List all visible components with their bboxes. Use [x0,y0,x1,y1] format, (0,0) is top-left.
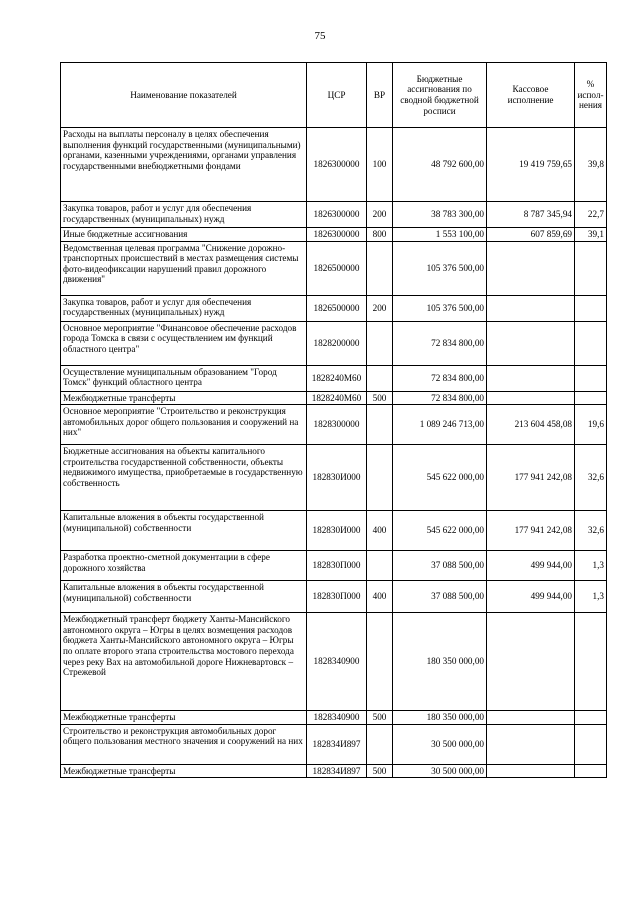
row-name: Закупка товаров, работ и услуг для обеспечения государственных (муниципальных) нужд [61,202,307,228]
table-header-row [61,63,607,128]
row-cash [487,241,575,295]
row-cash [487,365,575,391]
row-pct: 39,8 [575,128,607,202]
row-vr [367,613,393,711]
row-name: Межбюджетные трансферты [61,764,307,778]
row-name: Межбюджетные трансферты [61,711,307,725]
row-vr: 800 [367,228,393,242]
row-cash: 499 944,00 [487,551,575,581]
row-pct [575,295,607,321]
row-name: Основное мероприятие "Финансовое обеспечение расходов города Томска в связи с осуществлением им функций областного центра" [61,321,307,365]
row-name: Осуществление муниципальным образованием "Город Томск" функций областного центра [61,365,307,391]
header-pct: % испол-нения [575,63,607,128]
row-budget: 105 376 500,00 [393,241,487,295]
row-vr: 200 [367,202,393,228]
row-cash [487,613,575,711]
row-csr: 1828340900 [307,711,367,725]
row-vr: 200 [367,295,393,321]
row-name: Межбюджетный трансферт бюджету Ханты-Мансийского автономного округа – Югры в целях возмещения расходов бюджета Ханты-Мансийского автономного округа – Югры по оплате второго этапа строительства мостового перехода через реку Вах на автомобильной дороге Нижневартовск – Стрежевой [61,613,307,711]
row-cash [487,391,575,405]
header-name: Наименование показателей [61,63,307,128]
row-csr: 182834И897 [307,724,367,764]
row-budget: 72 834 800,00 [393,391,487,405]
row-csr: 182834И897 [307,764,367,778]
row-pct [575,391,607,405]
row-vr [367,551,393,581]
row-name: Иные бюджетные ассигнования [61,228,307,242]
page-number: 75 [314,30,326,42]
row-budget: 37 088 500,00 [393,581,487,613]
row-name: Капитальные вложения в объекты государственной (муниципальной) собственности [61,581,307,613]
row-cash [487,321,575,365]
row-vr: 500 [367,391,393,405]
table-row [61,295,607,321]
row-csr: 1828300000 [307,405,367,445]
row-csr: 1828240М60 [307,365,367,391]
row-cash [487,295,575,321]
table-row [61,228,607,242]
row-budget: 72 834 800,00 [393,365,487,391]
row-vr [367,365,393,391]
row-pct [575,711,607,725]
row-vr: 100 [367,128,393,202]
table-row [61,391,607,405]
row-pct [575,241,607,295]
row-vr: 500 [367,711,393,725]
row-csr: 1826300000 [307,228,367,242]
header-vr: ВР [367,63,393,128]
row-name: Основное мероприятие "Строительство и реконструкция автомобильных дорог общего пользования и сооружений на них" [61,405,307,445]
row-budget: 30 500 000,00 [393,764,487,778]
row-csr: 1828200000 [307,321,367,365]
row-budget: 30 500 000,00 [393,724,487,764]
header-cash: Кассовое исполнение [487,63,575,128]
table-row [61,764,607,778]
row-cash: 499 944,00 [487,581,575,613]
row-vr [367,405,393,445]
row-name: Расходы на выплаты персоналу в целях обеспечения выполнения функций государственными (муниципальными) органами, казенными учреждениями, органами управления государственными внебюджетными фондами [61,128,307,202]
table-row [61,581,607,613]
table-row [61,405,607,445]
table-row [61,365,607,391]
row-vr [367,724,393,764]
row-csr: 1828240М60 [307,391,367,405]
header-budget: Бюджетные ассигнования по сводной бюджетной росписи [393,63,487,128]
row-budget: 37 088 500,00 [393,551,487,581]
row-csr: 182830И000 [307,445,367,511]
table-row [61,511,607,551]
row-pct: 32,6 [575,511,607,551]
row-csr: 1826500000 [307,241,367,295]
row-pct [575,764,607,778]
row-pct [575,724,607,764]
row-pct: 22,7 [575,202,607,228]
row-vr [367,241,393,295]
row-csr: 182830И000 [307,511,367,551]
row-pct [575,365,607,391]
row-csr: 1828340900 [307,613,367,711]
budget-execution-table [60,62,607,778]
row-budget: 105 376 500,00 [393,295,487,321]
row-name: Капитальные вложения в объекты государственной (муниципальной) собственности [61,511,307,551]
table-row [61,711,607,725]
table-row [61,613,607,711]
row-cash: 19 419 759,65 [487,128,575,202]
table-row [61,445,607,511]
row-vr: 400 [367,511,393,551]
row-vr: 500 [367,764,393,778]
table-row [61,128,607,202]
row-budget: 545 622 000,00 [393,445,487,511]
row-budget: 48 792 600,00 [393,128,487,202]
row-vr: 400 [367,581,393,613]
row-cash: 213 604 458,08 [487,405,575,445]
row-vr [367,321,393,365]
row-name: Закупка товаров, работ и услуг для обеспечения государственных (муниципальных) нужд [61,295,307,321]
row-cash [487,724,575,764]
row-pct: 32,6 [575,445,607,511]
row-cash: 177 941 242,08 [487,511,575,551]
row-name: Бюджетные ассигнования на объекты капитального строительства государственной собственности, объекты недвижимого имущества, приобретаемые в государственную собственность [61,445,307,511]
table-row [61,724,607,764]
row-name: Строительство и реконструкция автомобильных дорог общего пользования местного значения и сооружений на них [61,724,307,764]
header-csr: ЦСР [307,63,367,128]
table-row [61,321,607,365]
row-pct: 39,1 [575,228,607,242]
row-pct [575,613,607,711]
row-cash: 607 859,69 [487,228,575,242]
row-csr: 1826500000 [307,295,367,321]
row-cash [487,711,575,725]
table-row [61,551,607,581]
row-vr [367,445,393,511]
row-pct: 19,6 [575,405,607,445]
row-budget: 180 350 000,00 [393,711,487,725]
row-budget: 1 089 246 713,00 [393,405,487,445]
row-csr: 182830П000 [307,551,367,581]
row-budget: 72 834 800,00 [393,321,487,365]
row-csr: 182830П000 [307,581,367,613]
row-budget: 180 350 000,00 [393,613,487,711]
table-row [61,241,607,295]
row-name: Межбюджетные трансферты [61,391,307,405]
row-cash: 8 787 345,94 [487,202,575,228]
row-budget: 1 553 100,00 [393,228,487,242]
table-row [61,202,607,228]
row-name: Разработка проектно-сметной документации в сфере дорожного хозяйства [61,551,307,581]
row-pct: 1,3 [575,581,607,613]
row-pct [575,321,607,365]
row-name: Ведомственная целевая программа "Снижение дорожно-транспортных происшествий в местах размещения системы фото-видеофиксации нарушений правил дорожного движения" [61,241,307,295]
row-pct: 1,3 [575,551,607,581]
row-budget: 545 622 000,00 [393,511,487,551]
row-csr: 1826300000 [307,128,367,202]
row-csr: 1826300000 [307,202,367,228]
row-cash [487,764,575,778]
row-cash: 177 941 242,08 [487,445,575,511]
row-budget: 38 783 300,00 [393,202,487,228]
